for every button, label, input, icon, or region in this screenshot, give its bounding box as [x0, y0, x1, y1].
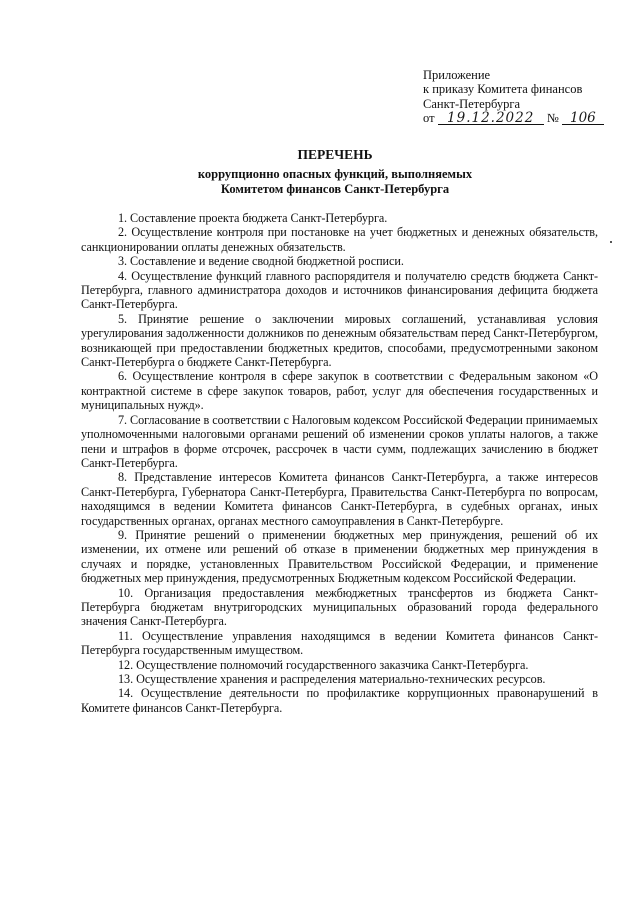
- document-title: [100, 147, 570, 198]
- list-item: 9. Принятие решений о применении бюджетных мер принуждения, решений об их изменении, их отмене или решений об отказе в применении бюджетных мер принуждения в случаях и порядке, установленных Правительством Российской Федерации, и применение бюджетных мер принуждения, предусмотренных Бюджетным кодексом Российской Федерации.: [81, 527, 598, 586]
- appendix-label: Приложение: [423, 68, 491, 82]
- number-label: №: [546, 110, 559, 125]
- appendix-date-line: [423, 111, 604, 125]
- appendix-order-reference: к приказу Комитета финансов: [423, 82, 583, 97]
- handwritten-date: 19.12.2022: [438, 112, 544, 125]
- scan-speck: [610, 241, 612, 243]
- title-line-2: Комитетом финансов Санкт-Петербурга: [220, 182, 450, 196]
- list-item: 8. Представление интересов Комитета финансов Санкт-Петербурга, а также интересов Санкт-Петербурга, Губернатора Санкт-Петербурга, Правительства Санкт-Петербурга по вопросам, находящимся в ведении Комитета финансов Санкт-Петербурга, в судебных органах, иных государственных органах, органах местного самоуправления в Санкт-Петербурге.: [81, 470, 598, 528]
- title-line-1: коррупционно опасных функций, выполняемых: [197, 166, 473, 181]
- functions-list: [81, 211, 598, 715]
- list-item: 14. Осуществление деятельности по профилактике коррупционных правонарушений в Комитете финансов Санкт-Петербурга.: [81, 686, 598, 715]
- list-item: 5. Принятие решение о заключении мировых соглашений, устанавливая условия урегулирования задолженности должников по денежным обязательствам перед Санкт-Петербургом, возникающей при предоставлении бюджетных кредитов, способами, предусмотренными законом Санкт-Петербурга о бюджете Санкт-Петербурга.: [81, 311, 598, 370]
- list-item: 11. Осуществление управления находящимся в ведении Комитета финансов Санкт-Петербурга государственным имуществом.: [81, 628, 598, 658]
- list-item: 7. Согласование в соответствии с Налоговым кодексом Российской Федерации принимаемых уполномоченными налоговыми органами решений об изменении сроков уплаты налогов, а также пени и штрафов в форме отсрочек, рассрочек в части сумм, подлежащих зачислению в бюджет Санкт-Петербурга.: [81, 412, 598, 470]
- list-item: 10. Организация предоставления межбюджетных трансфертов из бюджета Санкт-Петербурга бюджетам внутригородских муниципальных образований города федерального значения Санкт-Петербурга.: [81, 585, 598, 629]
- list-item: 2. Осуществление контроля при постановке на учет бюджетных и денежных обязательств, санкционировании оплаты денежных обязательств.: [81, 225, 598, 254]
- list-item: 13. Осуществление хранения и распределения материально-технических ресурсов.: [118, 672, 546, 686]
- appendix-block: [423, 68, 604, 125]
- list-item: 6. Осуществление контроля в сфере закупок в соответствии с Федеральным законом «О контрактной системе в сфере закупок товаров, работ, услуг для обеспечения государственных и муниципальных нужд».: [81, 369, 598, 413]
- list-item: 1. Составление проекта бюджета Санкт-Петербурга.: [118, 211, 388, 225]
- from-label: от: [423, 110, 435, 125]
- list-item: 4. Осуществление функций главного распорядителя и получателю средств бюджета Санкт-Петербурга, главного администратора доходов и источников финансирования дефицита бюджета Санкт-Петербурга.: [81, 268, 598, 312]
- title-main: ПЕРЕЧЕНЬ: [297, 147, 373, 162]
- list-item: 3. Составление и ведение сводной бюджетной росписи.: [118, 254, 404, 269]
- handwritten-order-number: 106: [562, 112, 604, 125]
- list-item: 12. Осуществление полномочий государственного заказчика Санкт-Петербурга.: [118, 657, 529, 672]
- appendix-city: Санкт-Петербурга: [423, 96, 521, 111]
